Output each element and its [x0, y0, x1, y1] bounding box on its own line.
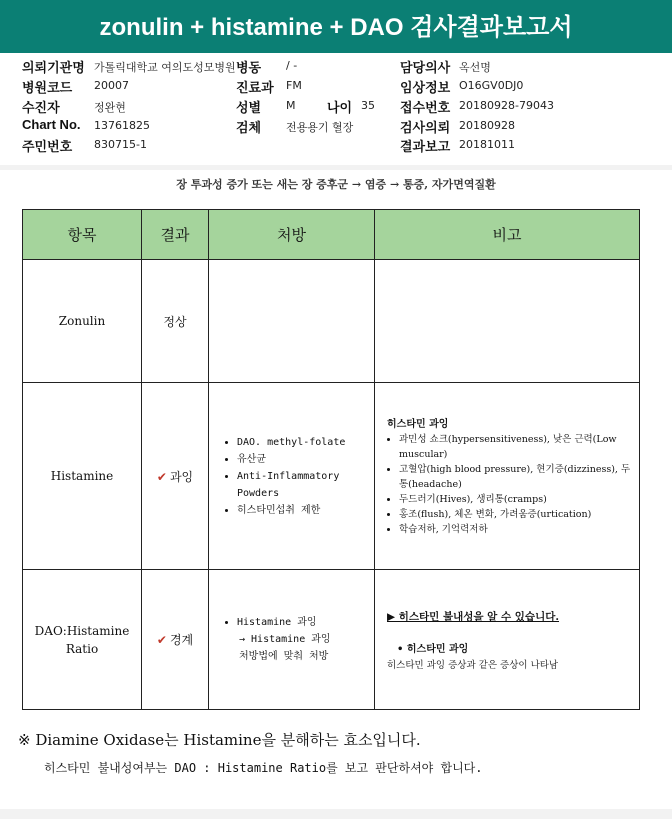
rx-histamine — [209, 383, 375, 570]
report-title: zonulin + histamine + DAO 검사결과보고서 — [0, 0, 672, 53]
clinical-label: 임상정보 — [400, 80, 451, 95]
header-result: 결과 — [142, 210, 209, 260]
patient-info-panel — [0, 53, 672, 165]
ward-label: 병동 — [236, 60, 262, 75]
doctor-label: 담당의사 — [400, 60, 451, 75]
receipt-label: 접수번호 — [400, 100, 451, 115]
pathway-text: 장 투과성 증가 또는 새는 장 증후군 → 염증 → 통증, 자가면역질환 — [176, 178, 496, 191]
rx-item: • Anti-Inflammatory Powders — [237, 468, 374, 502]
code-value: 20007 — [94, 79, 129, 92]
specimen-label: 검체 — [236, 120, 262, 135]
header-prescription: 처방 — [209, 210, 375, 260]
note-item: • 학습저하, 기억력저하 — [399, 522, 639, 537]
rx-item: • DAO. methyl-folate — [237, 434, 374, 451]
result-zonulin-text: 정상 — [163, 314, 187, 329]
result-histamine-text: 과잉 — [169, 469, 194, 484]
notes-dao-ratio — [375, 570, 640, 710]
table-row-histamine — [23, 383, 640, 570]
code-label: 병원코드 — [22, 80, 73, 95]
footer-note-dao: ※ Diamine Oxidase는 Histamine을 분해하는 효소입니다. — [18, 731, 421, 749]
age-label: 나이 — [327, 100, 353, 115]
note-item: • 과민성 쇼크(hypersensitiveness), 낮은 근력(Low muscular) — [399, 432, 639, 462]
rx-dao-ratio — [209, 570, 375, 710]
note-item: • 두드러기(Hives), 생리통(cramps) — [399, 492, 639, 507]
item-dao-ratio-line1: DAO:Histamine — [34, 623, 130, 638]
dept-value: FM — [286, 79, 302, 92]
rx-item: • 히스타민섭취 제한 — [237, 502, 374, 519]
id-value: 830715-1 — [94, 138, 147, 151]
patient-label: 수진자 — [22, 100, 60, 115]
dao-note-intolerance: ▶ 히스타민 불내성을 알 수 있습니다. — [387, 610, 560, 623]
notes-zonulin — [375, 260, 640, 383]
report-date-value: 20181011 — [459, 138, 515, 151]
table-header-row — [23, 210, 640, 260]
item-histamine: Histamine — [23, 383, 142, 570]
age-value: 35 — [361, 99, 375, 112]
req-value: 20180928 — [459, 119, 515, 132]
hospital-label: 의뢰기관명 — [22, 60, 85, 75]
rx-item: • Histamine 과잉 — [237, 614, 374, 631]
chart-label: Chart No. — [22, 117, 81, 132]
item-dao-ratio-line2: Ratio — [65, 641, 99, 656]
footer-note-ratio: 히스타민 불내성여부는 DAO : Histamine Ratio를 보고 판단하셔야 합니다. — [44, 761, 483, 775]
table-row-zonulin — [23, 260, 640, 383]
rx-item-arrow: → Histamine 과잉 — [239, 634, 331, 645]
result-dao-ratio-text: 경계 — [169, 633, 194, 647]
notes-title: 히스타민 과잉 — [387, 419, 449, 430]
id-label: 주민번호 — [22, 139, 73, 154]
item-zonulin: Zonulin — [23, 260, 142, 383]
rx-zonulin — [209, 260, 375, 383]
check-icon: ✔ — [156, 633, 167, 647]
note-item: • 고혈압(high blood pressure), 현기증(dizziness), 두통(headache) — [399, 462, 639, 492]
table-row-dao-ratio — [23, 570, 640, 710]
hospital-value: 가톨릭대학교 여의도성모병원 — [94, 61, 236, 74]
result-dao-ratio — [142, 570, 209, 710]
results-table — [22, 209, 640, 710]
ward-value: / - — [286, 59, 298, 72]
result-zonulin — [142, 260, 209, 383]
clinical-value: O16GV0DJ0 — [459, 79, 524, 92]
result-histamine — [142, 383, 209, 570]
rx-item: • 유산균 — [237, 451, 374, 468]
header-item: 항목 — [23, 210, 142, 260]
doctor-value: 옥선명 — [459, 61, 491, 74]
dao-note-title: • 히스타민 과잉 — [397, 643, 469, 655]
req-label: 검사의뢰 — [400, 120, 451, 135]
receipt-value: 20180928-79043 — [459, 99, 554, 112]
patient-value: 정완현 — [94, 101, 126, 114]
note-item: • 홍조(flush), 체온 변화, 가려움증(urtication) — [399, 507, 639, 522]
chart-value: 13761825 — [94, 119, 150, 132]
rx-item-note: 처방법에 맞춰 처방 — [239, 651, 329, 662]
check-icon: ✔ — [156, 469, 167, 484]
notes-histamine — [375, 383, 640, 570]
header-remarks: 비고 — [375, 210, 640, 260]
dept-label: 진료과 — [236, 80, 274, 95]
sex-value: M — [286, 99, 296, 112]
dao-note-symptoms: 히스타민 과잉 증상과 같은 증상이 나타남 — [387, 659, 559, 671]
dao-note-title-text: 히스타민 과잉 — [406, 643, 469, 655]
sex-label: 성별 — [236, 100, 262, 115]
report-date-label: 결과보고 — [400, 139, 451, 154]
specimen-value: 전용용기 혈장 — [286, 121, 354, 134]
item-dao-ratio — [23, 570, 142, 710]
